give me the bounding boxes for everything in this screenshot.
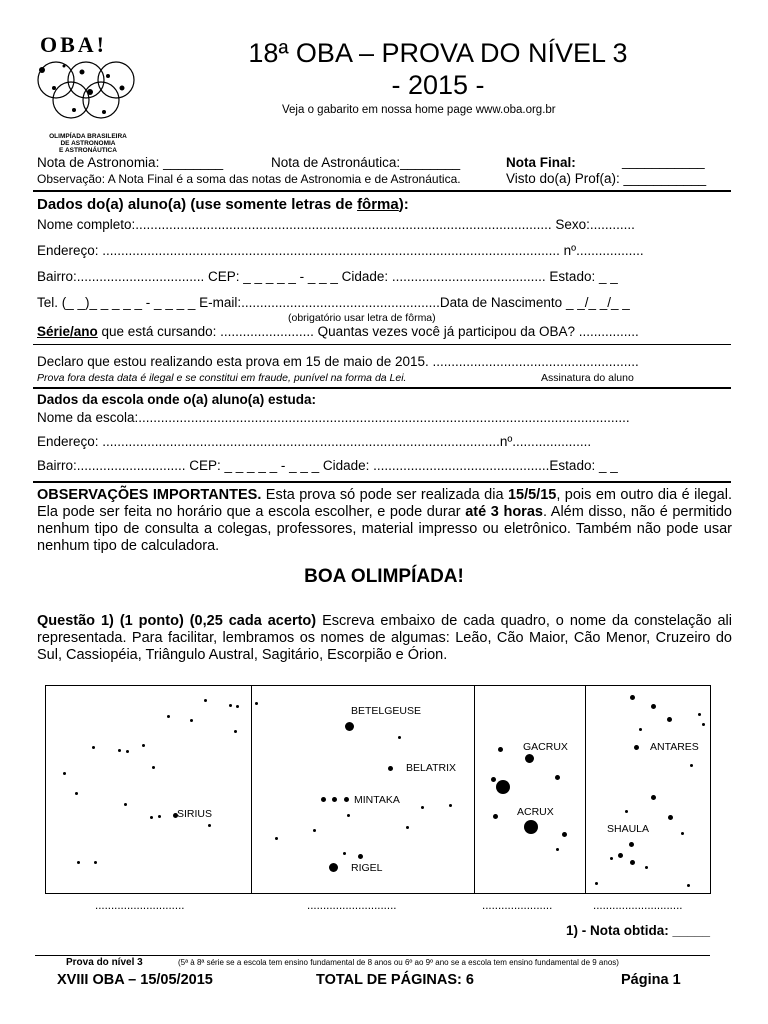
star-dot (629, 842, 634, 847)
gabarito-note: Veja o gabarito em nossa home page www.oba.org.br (282, 104, 556, 116)
observacao-nota: Observação: A Nota Final é a soma das notas de Astronomia e de Astronáutica. (37, 172, 461, 186)
student-serie-field[interactable] (37, 324, 639, 339)
star-dot (77, 861, 80, 864)
constellation-panel-2 (251, 685, 475, 894)
page-title-year: - 2015 - (391, 70, 485, 100)
footer-edition: XVIII OBA – 15/05/2015 (57, 972, 213, 988)
star-dot (690, 764, 693, 767)
star-label-betelgeuse: BETELGEUSE (351, 705, 422, 717)
star-dot (618, 853, 623, 858)
star-dot (63, 772, 66, 775)
student-address-field[interactable]: Endereço: .......................................................................................................................... nº.................. (37, 243, 644, 258)
star-dot (491, 777, 496, 782)
star-dot (142, 744, 145, 747)
visto-professor: Visto do(a) Prof(a): ___________ (506, 171, 707, 186)
declaration-field[interactable]: Declaro que estou realizando esta prova em 15 de maio de 2015. ....................................................... (37, 354, 639, 369)
star-dot (321, 797, 326, 802)
school-section-heading: Dados da escola onde o(a) aluno(a) estuda: (37, 392, 317, 407)
answer-blank-2[interactable]: ............................ (307, 900, 397, 912)
star-dot (667, 717, 672, 722)
school-address-field[interactable]: Endereço: ..........................................................................................................nº..................... (37, 434, 592, 449)
star-dot (630, 695, 635, 700)
star-dot (150, 816, 153, 819)
declaration-note: Prova fora desta data é ilegal e se constitui em fraude, punível na forma da Lei. (37, 372, 407, 384)
page-title: 18ª OBA – PROVA DO NÍVEL 3 (248, 38, 628, 68)
serie-rest: que está cursando: ......................... Quantas vezes você já participou da OBA? ................ (97, 324, 639, 339)
logo-wordmark: OBA! (40, 32, 107, 57)
notes-heading: OBSERVAÇÕES IMPORTANTES. (37, 487, 262, 503)
star-dot (343, 852, 346, 855)
star-dot (668, 815, 673, 820)
footer-total-pages: TOTAL DE PÁGINAS: 6 (316, 972, 474, 988)
star-dot (208, 824, 211, 827)
footer-serie-note: (5ª à 8ª série se a escola tem ensino fundamental de 8 anos ou 6º ao 9º ano se a escola tem ensino fundamental de 9 anos) (178, 958, 619, 967)
star-dot (126, 750, 129, 753)
star-dot (562, 832, 567, 837)
star-label-sirius: SIRIUS (177, 808, 213, 820)
constellation-panel-3 (474, 685, 586, 894)
star-dot (118, 749, 121, 752)
logo-subtitle-line: DE ASTRONOMIA (60, 140, 116, 147)
important-notes (37, 487, 732, 555)
star-dot (388, 766, 393, 771)
star-dot (358, 854, 363, 859)
star-dot (167, 715, 170, 718)
star-label-antares: ANTARES (650, 741, 699, 753)
boa-olimpiada-heading: BOA OLIMPÍADA! (304, 566, 464, 587)
star-dot (345, 722, 354, 731)
star-label-gacrux: GACRUX (523, 741, 568, 753)
notes-duration: até 3 horas (465, 504, 543, 520)
notes-text: . Além disso, não é permitido nenhum tipo de consulta a colegas, professores, material impresso ou eletrônico. Também não pode usar nenhum tipo de calculadora. (37, 504, 732, 554)
constellation-panel-4 (585, 685, 711, 894)
question-1 (37, 613, 732, 664)
star-dot (406, 826, 409, 829)
star-dot (94, 861, 97, 864)
nota-astronautica: Nota de Astronáutica:________ (271, 155, 461, 170)
star-dot (625, 810, 628, 813)
nota-obtida[interactable]: 1) - Nota obtida: _____ (566, 923, 711, 938)
star-label-rigel: RIGEL (351, 862, 383, 874)
star-dot (610, 857, 613, 860)
notes-text: Esta prova só pode ser realizada dia (261, 487, 508, 503)
star-dot (236, 705, 239, 708)
star-dot (496, 780, 510, 794)
tel-note: (obrigatório usar letra de fôrma) (288, 312, 436, 324)
student-name-field[interactable]: Nome completo:............................................................................................................... Sexo:............ (37, 217, 635, 232)
star-dot (555, 775, 560, 780)
star-dot (344, 797, 349, 802)
answer-blank-3[interactable]: ...................... (482, 900, 553, 912)
star-dot (152, 766, 155, 769)
star-dot (275, 837, 278, 840)
divider (33, 344, 731, 345)
star-dot (75, 792, 78, 795)
footer-page-number: Página 1 (621, 972, 681, 988)
notes-date: 15/5/15 (507, 487, 557, 503)
star-dot (158, 815, 161, 818)
answer-blank-1[interactable]: ............................ (95, 900, 185, 912)
signature-label: Assinatura do aluno (541, 372, 634, 384)
star-dot (645, 866, 648, 869)
logo-subtitle-line: OLIMPÍADA BRASILEIRA (49, 133, 127, 140)
star-dot (681, 832, 684, 835)
school-name-field[interactable]: Nome da escola:................................................................................................................................... (37, 410, 630, 425)
star-dot (190, 719, 193, 722)
nota-final-blank: ___________ (622, 154, 705, 169)
school-bairro-field[interactable]: Bairro:............................. CEP: _ _ _ _ _ - _ _ _ Cidade: ...............................................Estado: _ _ (37, 458, 618, 473)
star-dot (651, 704, 656, 709)
star-dot (449, 804, 452, 807)
star-dot (313, 829, 316, 832)
divider (33, 190, 731, 192)
student-heading-underlined: fôrma (357, 196, 399, 213)
answer-blank-4[interactable]: ............................ (593, 900, 683, 912)
star-label-mintaka: MINTAKA (354, 794, 400, 806)
star-dot (595, 882, 598, 885)
star-dot (524, 820, 538, 834)
star-dot (556, 848, 559, 851)
star-dot (698, 713, 701, 716)
star-dot (498, 747, 503, 752)
question-1-text: Escreva embaixo de cada quadro, o nome da constelação ali representada. Para facilitar, lembramos os nomes de algumas: Leão, Cão Maior, Cão Menor, Cruzeiro do Sul, Cassiopéia, Triângulo Austral, Sagitário, Escorpião e Órion. (37, 613, 733, 663)
olympic-rings-logo (34, 58, 144, 130)
logo-subtitle (36, 133, 140, 154)
star-dot (702, 723, 705, 726)
star-dot (630, 860, 635, 865)
student-section-heading (37, 196, 409, 213)
student-tel-field[interactable]: Tel. (_ _)_ _ _ _ _ - _ _ _ _ E-mail:.....................................................Data de Nascimento _ _/_ _/_ _ (37, 295, 630, 310)
student-heading-suffix: ): (398, 196, 409, 213)
footer-divider (35, 955, 710, 956)
star-dot (525, 754, 534, 763)
star-dot (493, 814, 498, 819)
star-dot (687, 884, 690, 887)
star-dot (92, 746, 95, 749)
star-dot (204, 699, 207, 702)
star-dot (332, 797, 337, 802)
question-1-label: Questão 1) (1 ponto) (0,25 cada acerto) (37, 613, 317, 629)
star-dot (398, 736, 401, 739)
star-dot (234, 730, 237, 733)
logo-subtitle-line: E ASTRONÁUTICA (59, 147, 117, 154)
nota-final-label: Nota Final: (506, 155, 576, 170)
serie-label: Série/ano (37, 324, 98, 339)
star-dot (634, 745, 639, 750)
star-label-shaula: SHAULA (607, 823, 650, 835)
star-dot (651, 795, 656, 800)
notes-text: , pois em outro dia é ilegal. Ela pode ser feita no horário que a escola escolher, e pode durar (37, 487, 732, 520)
star-dot (124, 803, 127, 806)
footer-prova-nivel: Prova do nível 3 (66, 957, 143, 968)
star-label-belatrix: BELATRIX (406, 762, 456, 774)
divider (33, 387, 731, 389)
star-dot (421, 806, 424, 809)
nota-astronomia: Nota de Astronomia: ________ (37, 155, 224, 170)
constellation-panel-1 (45, 685, 252, 894)
star-dot (639, 728, 642, 731)
star-label-acrux: ACRUX (517, 806, 554, 818)
student-bairro-field[interactable]: Bairro:.................................. CEP: _ _ _ _ _ - _ _ _ Cidade: ......................................... Estado: _ _ (37, 269, 618, 284)
star-dot (347, 814, 350, 817)
student-heading-prefix: Dados do(a) aluno(a) (use somente letras de (37, 196, 358, 213)
star-dot (329, 863, 338, 872)
star-dot (229, 704, 232, 707)
divider (33, 481, 731, 483)
